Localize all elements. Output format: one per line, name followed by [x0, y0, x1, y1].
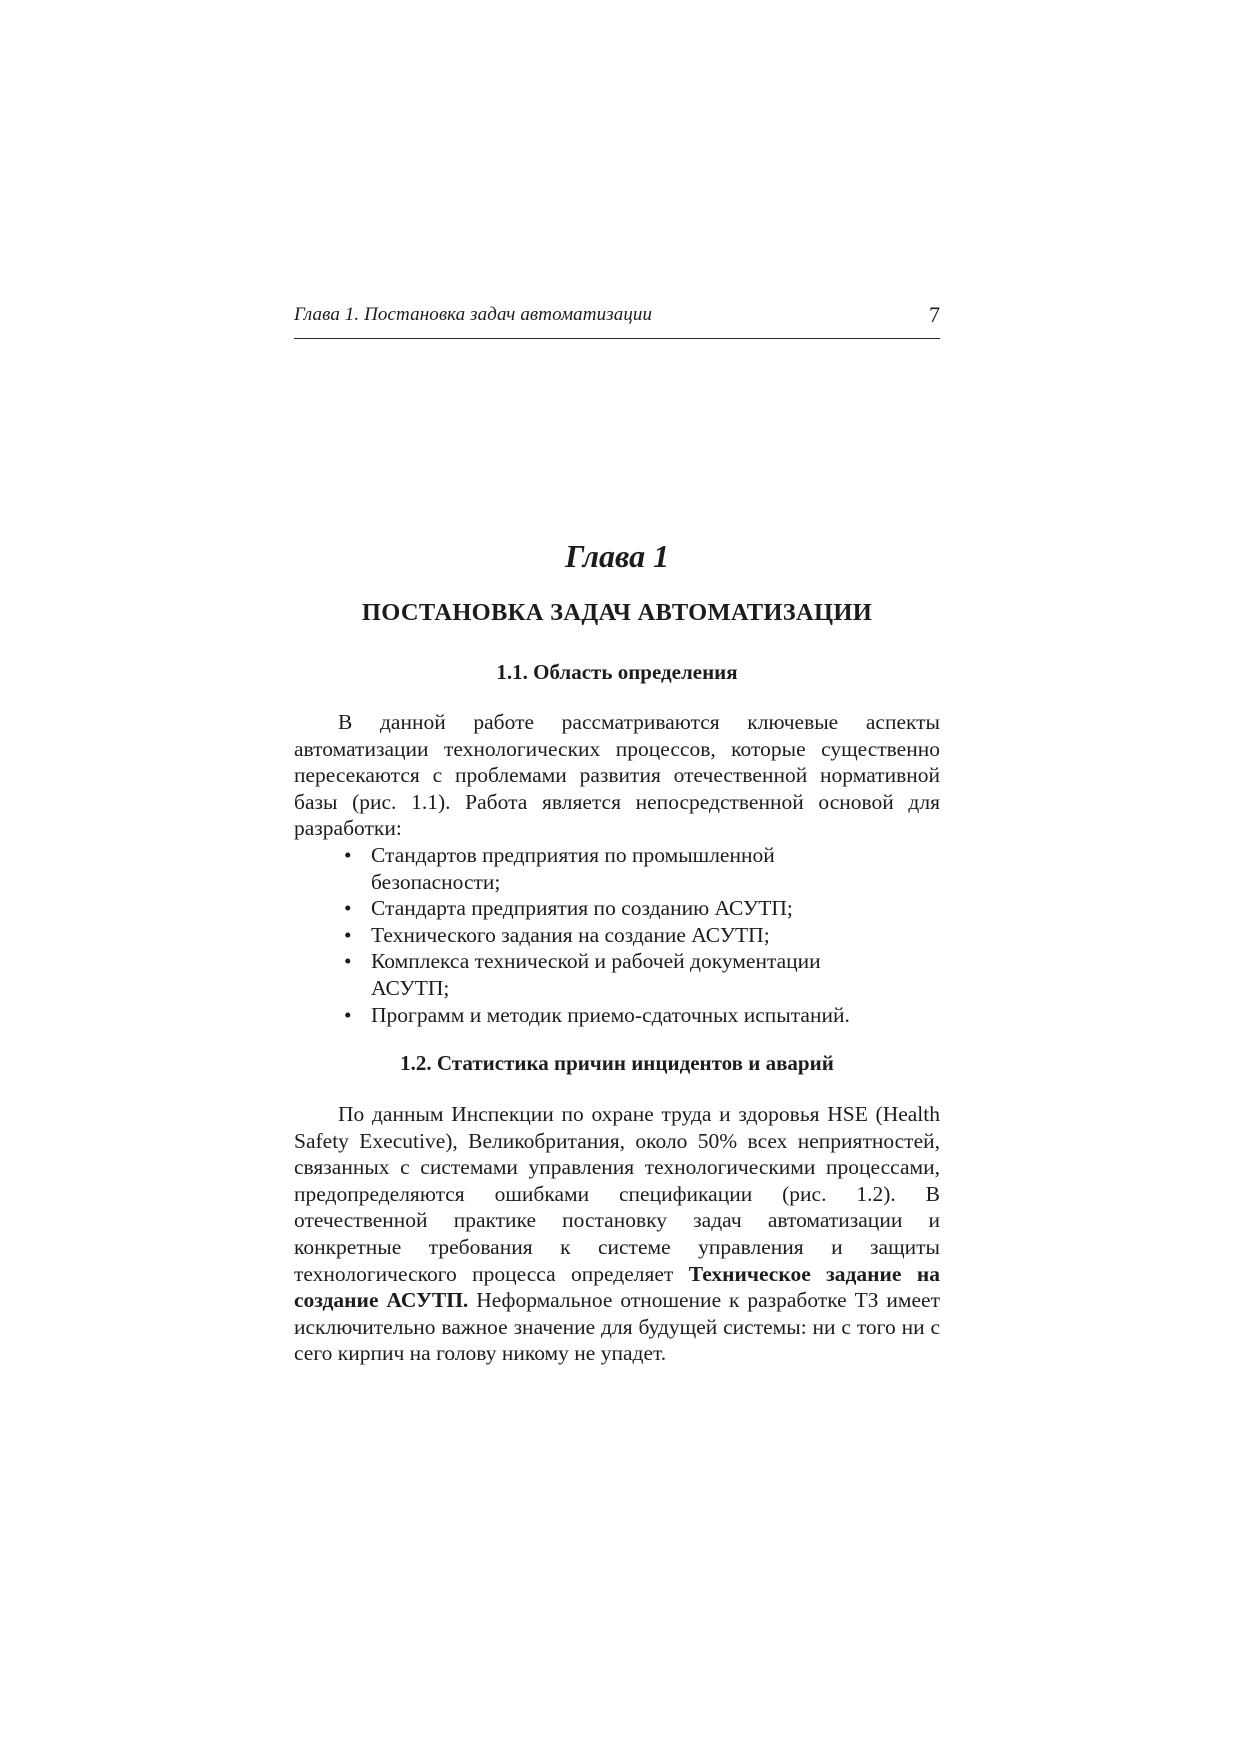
running-header — [294, 302, 940, 339]
running-title: Глава 1. Постановка задач автоматизации — [294, 304, 653, 325]
section-heading-1-2: 1.2. Статистика причин инцидентов и аварий — [400, 1051, 834, 1075]
bullet-icon: • — [344, 896, 352, 921]
paragraph-bold-text: Техническое задание на создание АСУТП. — [294, 1261, 940, 1313]
list-item-text: Технического задания на создание АСУТП; — [371, 922, 770, 947]
list-item — [294, 1002, 940, 1029]
section-heading-1-1: 1.1. Область определения — [496, 660, 738, 684]
list-item-text: Комплекса технической и рабочей документации АСУТП; — [371, 949, 821, 1000]
bullet-icon: • — [344, 922, 352, 947]
list-item-text: Стандартов предприятия по промышленной безопасности; — [371, 843, 775, 894]
chapter-title: ПОСТАНОВКА ЗАДАЧ АВТОМАТИЗАЦИИ — [361, 599, 873, 626]
list-item — [294, 948, 940, 1001]
bullet-icon: • — [344, 1002, 352, 1027]
list-item — [294, 895, 940, 922]
section-1-1-paragraph: В данной работе рассматриваются ключевые аспекты автоматизации технологических процессов, которые существенно пересекаются с проблемами развития отечественной нормативной базы (рис. 1.1). Работа является непосредственной основой для разработки: — [294, 710, 940, 841]
page-number: 7 — [929, 302, 940, 327]
section-1-2-paragraph — [294, 1101, 940, 1367]
list-item-text: Стандарта предприятия по созданию АСУТП; — [371, 896, 793, 921]
paragraph-text: По данным Инспекции по охране труда и здоровья HSE (Health Safety Executive), Великобритания, около 50% всех неприятностей, связанных с системами управления технологическими процессами, предопределяются ошибками спецификации (рис. 1.2). В отечественной практике постановку задач автоматизации и конкретные требования к системе управления и защиты технологического процесса определяет — [294, 1102, 940, 1286]
chapter-label: Глава 1 — [564, 538, 670, 574]
bullet-list — [294, 842, 940, 1028]
paragraph-text-end: Неформальное отношение к разработке ТЗ имеет исключительно важное значение для будущей системы: ни с того ни с сего кирпич на голову никому не упадет. — [294, 1288, 940, 1366]
list-item — [294, 842, 940, 895]
bullet-icon: • — [344, 949, 352, 974]
bullet-icon: • — [344, 843, 352, 867]
list-item — [294, 922, 940, 949]
list-item-text: Программ и методик приемо-сдаточных испытаний. — [371, 1002, 850, 1027]
